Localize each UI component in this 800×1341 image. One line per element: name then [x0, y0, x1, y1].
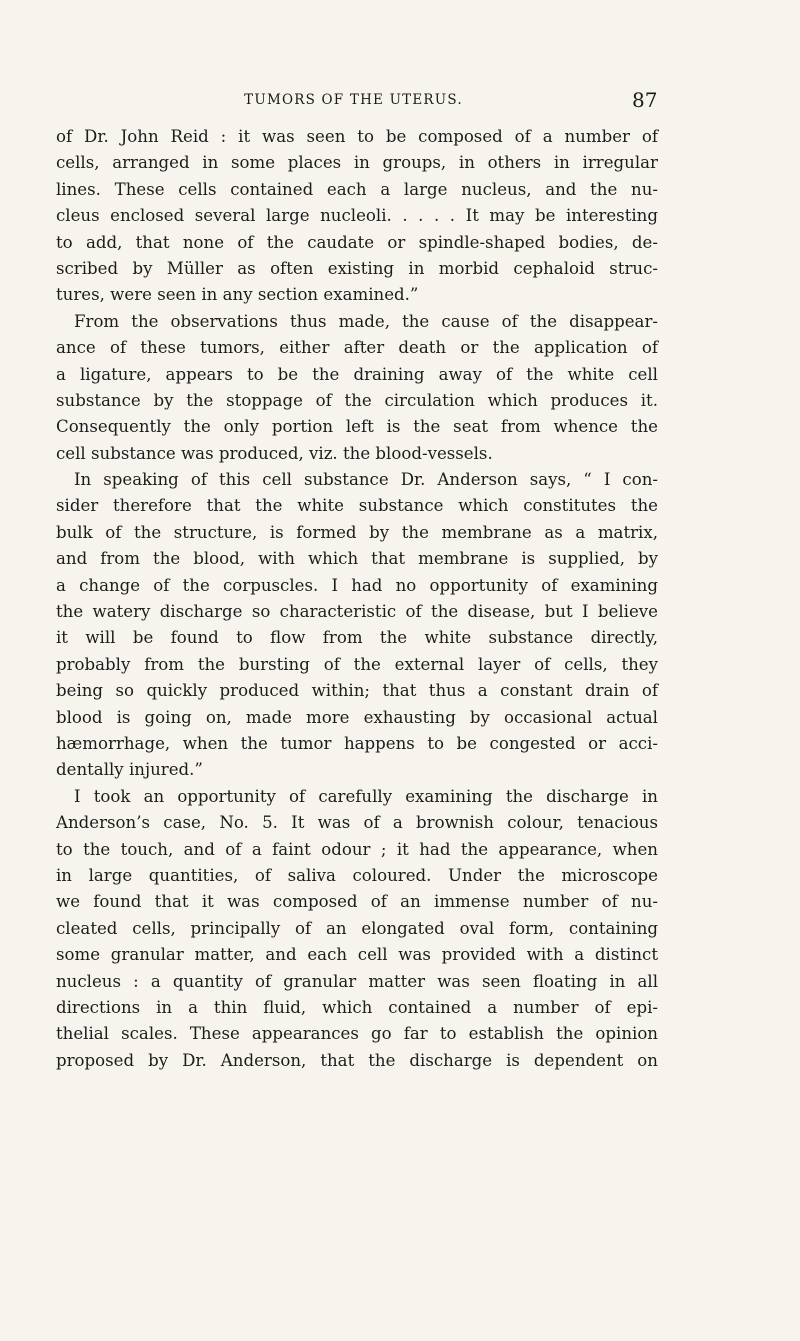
running-title: TUMORS OF THE UTERUS.	[244, 92, 463, 108]
text-line: some granular matter, and each cell was provided with a distinct	[56, 945, 658, 965]
paragraph	[56, 309, 658, 467]
running-head	[57, 88, 658, 114]
text-line: cell substance was produced, viz. the blood-vessels.	[56, 443, 493, 463]
page-number: 87	[632, 88, 658, 112]
text-line: lines. These cells contained each a large nucleus, and the nu-	[56, 179, 658, 199]
text-line: substance by the stoppage of the circulation which produces it.	[56, 390, 658, 410]
text-line: nucleus : a quantity of granular matter was seen floating in all	[56, 971, 658, 991]
text-line: I took an opportunity of carefully examining the discharge in	[74, 786, 658, 806]
text-line: scribed by Müller as often existing in morbid cephaloid struc-	[56, 258, 658, 278]
text-line: it will be found to flow from the white substance directly,	[56, 628, 658, 648]
paragraph	[56, 467, 658, 784]
text-line: In speaking of this cell substance Dr. Anderson says, “ I con-	[74, 470, 658, 490]
text-line: tures, were seen in any section examined.”	[56, 285, 419, 305]
text-line: of Dr. John Reid : it was seen to be composed of a number of	[56, 127, 658, 146]
text-line: directions in a thin fluid, which contained a number of epi-	[56, 997, 658, 1017]
text-line: dentally injured.”	[56, 760, 203, 780]
text-line: cleus enclosed several large nucleoli. . . . . It may be interesting	[56, 206, 658, 226]
text-line: to add, that none of the caudate or spindle-shaped bodies, de-	[56, 232, 658, 252]
text-line: the watery discharge so characteristic of the disease, but I believe	[56, 602, 658, 622]
text-line: blood is going on, made more exhausting by occasional actual	[56, 707, 658, 727]
text-line: ance of these tumors, either after death or the application of	[56, 338, 658, 358]
text-line: a ligature, appears to be the draining away of the white cell	[56, 364, 658, 384]
text-line: to the touch, and of a faint odour ; it had the appearance, when	[56, 839, 658, 859]
text-line: bulk of the structure, is formed by the membrane as a matrix,	[56, 522, 658, 542]
text-line: cleated cells, principally of an elongated oval form, containing	[56, 918, 658, 938]
text-line: probably from the bursting of the external layer of cells, they	[56, 654, 658, 674]
text-line: a change of the corpuscles. I had no opportunity of examining	[56, 575, 658, 595]
body-text	[56, 124, 658, 1074]
text-line: and from the blood, with which that membrane is supplied, by	[56, 549, 658, 569]
text-line: hæmorrhage, when the tumor happens to be congested or acci-	[56, 733, 658, 753]
paragraph	[56, 124, 658, 309]
paragraph	[56, 784, 658, 1074]
text-line: sider therefore that the white substance which constitutes the	[56, 496, 658, 516]
text-line: cells, arranged in some places in groups, in others in irregular	[56, 153, 658, 173]
text-line: thelial scales. These appearances go far to establish the opinion	[56, 1024, 658, 1044]
text-line: being so quickly produced within; that thus a constant drain of	[56, 681, 658, 701]
text-line: in large quantities, of saliva coloured. Under the microscope	[56, 865, 658, 885]
text-line: Anderson’s case, No. 5. It was of a brownish colour, tenacious	[56, 813, 658, 833]
text-line: Consequently the only portion left is the seat from whence the	[56, 417, 658, 437]
text-line: From the observations thus made, the cause of the disappear-	[74, 311, 658, 331]
text-line: proposed by Dr. Anderson, that the discharge is dependent on	[56, 1050, 658, 1070]
text-line: we found that it was composed of an immense number of nu-	[56, 892, 658, 912]
